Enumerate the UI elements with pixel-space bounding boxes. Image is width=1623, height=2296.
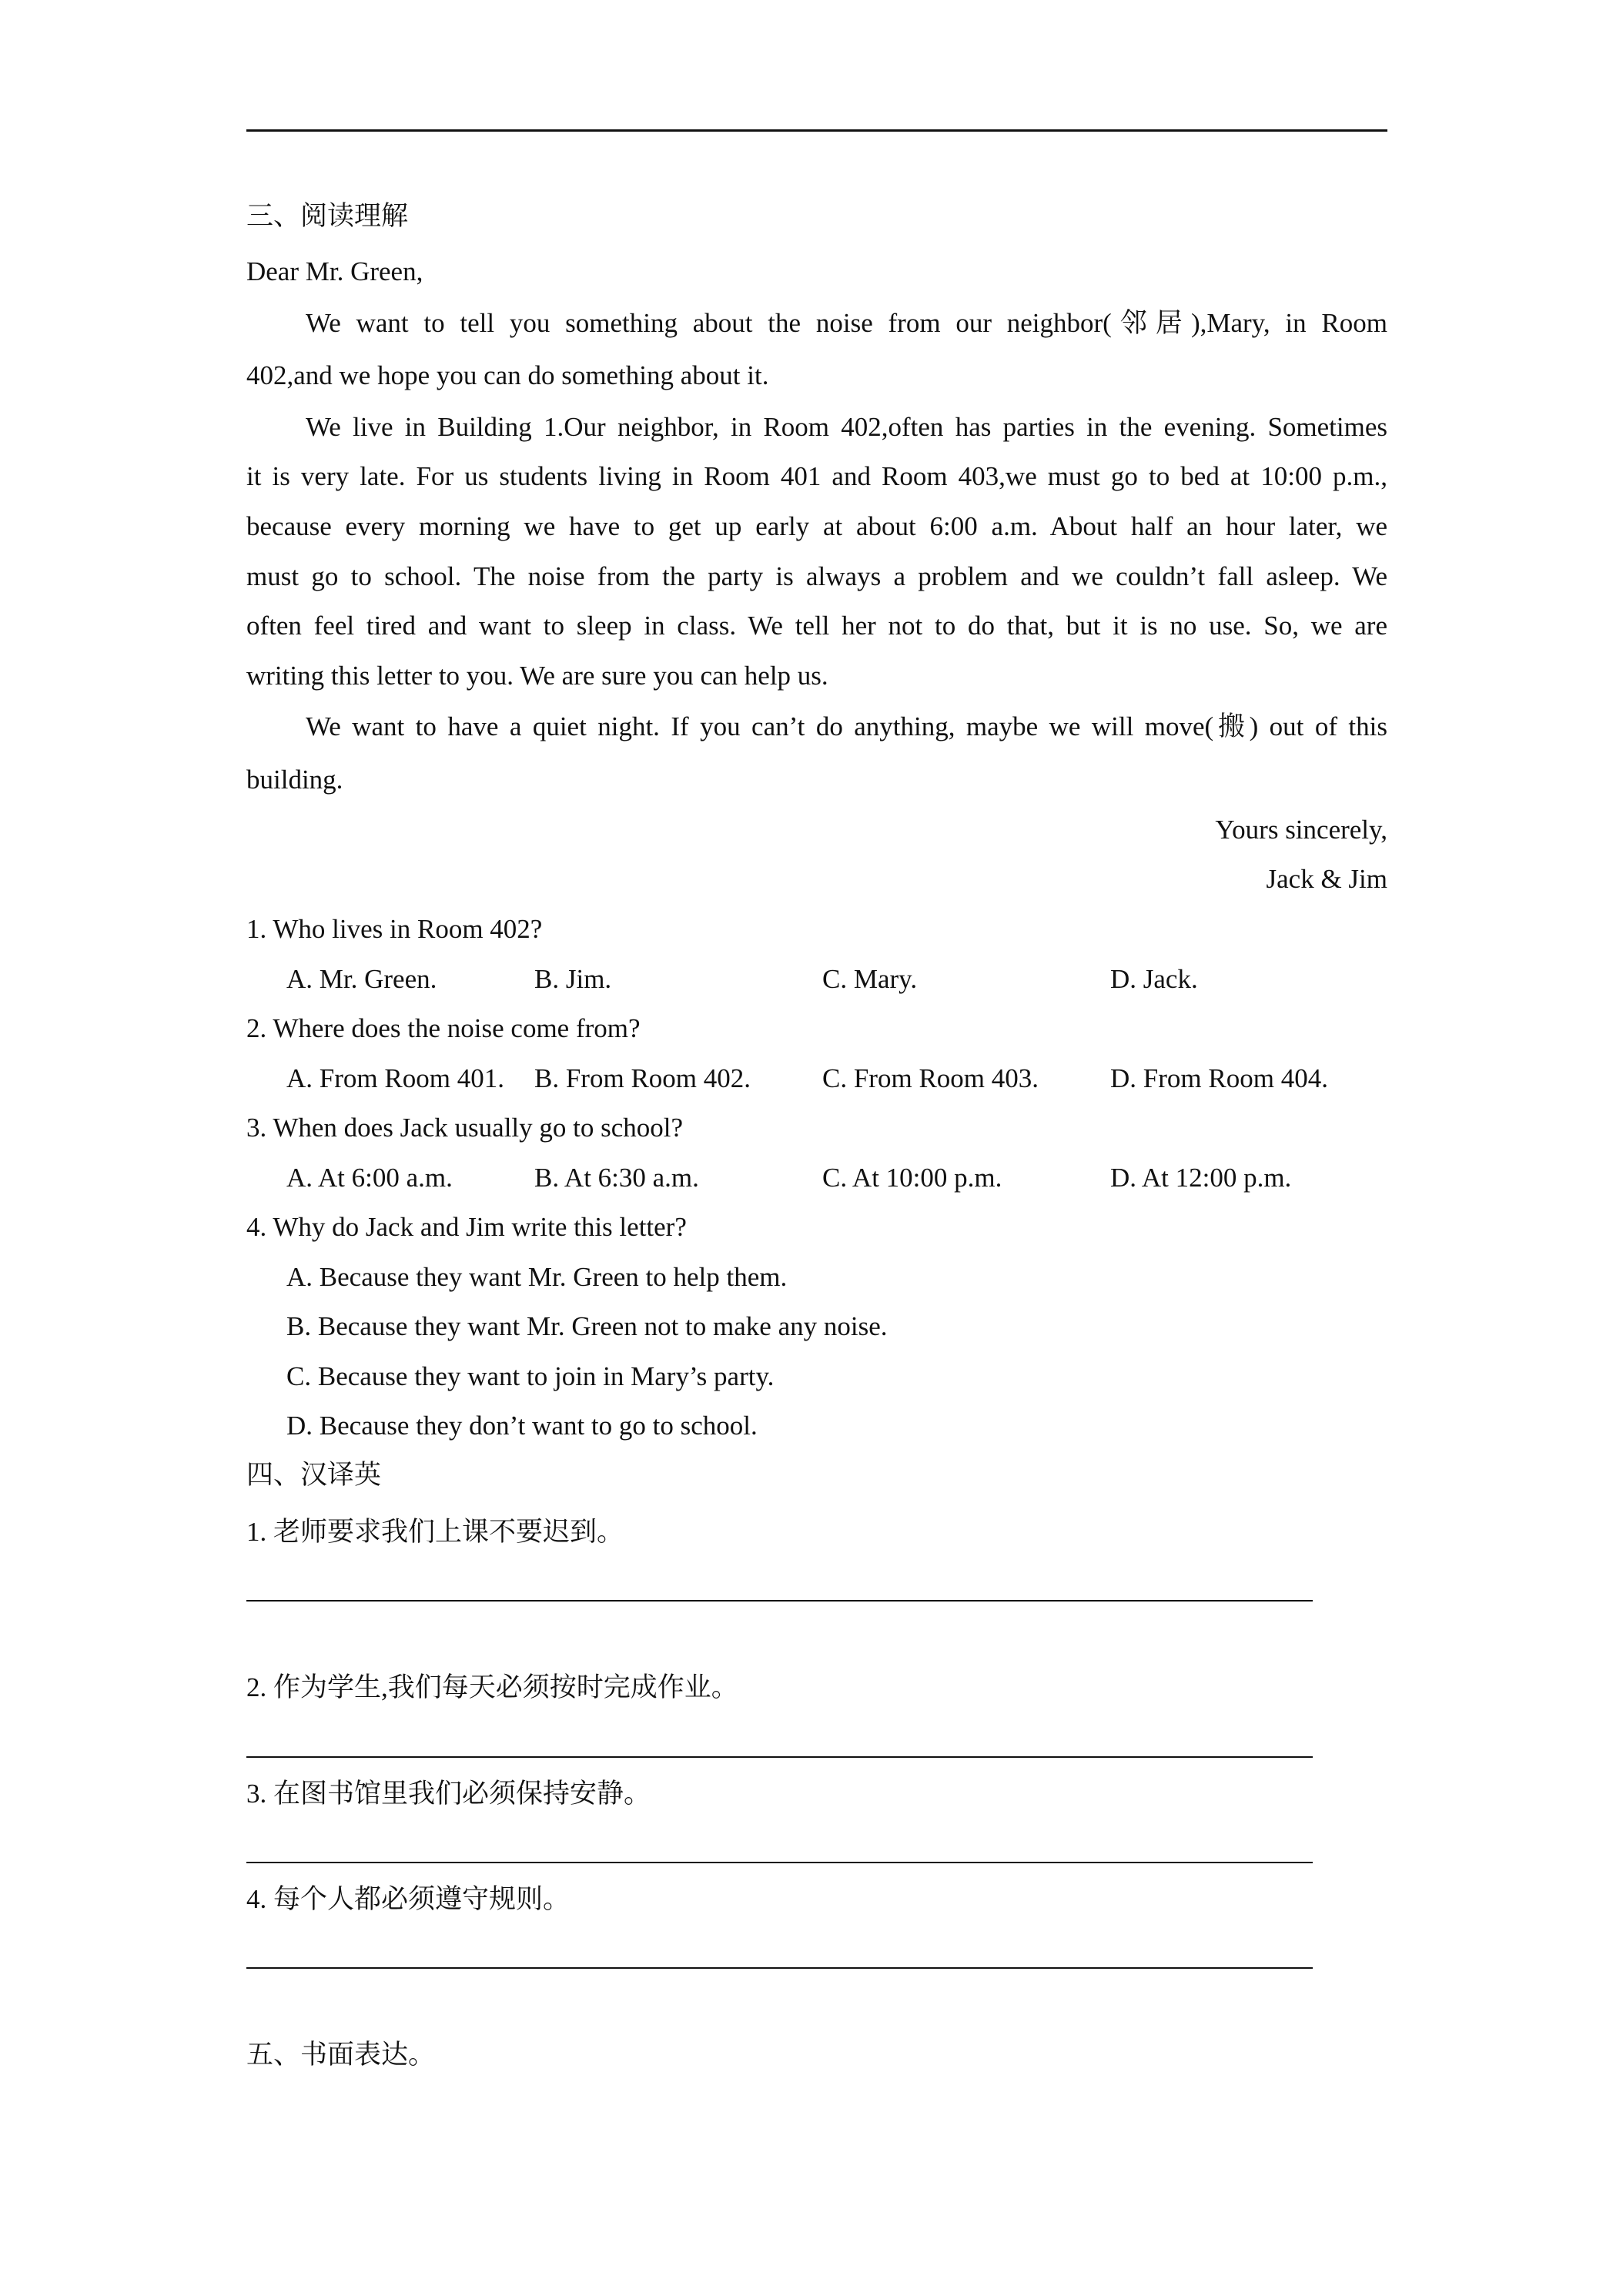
question-2-option-b: B. From Room 402. [534,1063,751,1093]
question-4-option-d: D. Because they don’t want to go to school. [286,1411,758,1441]
letter-paragraph-3-line-1: We want to have a quiet night. If you can’t do anything, maybe we will move(搬) out of this [306,711,1387,741]
question-2-option-d: D. From Room 404. [1110,1063,1328,1093]
letter-paragraph-2-line-4: must go to school. The noise from the party is always a problem and we couldn’t fall asleep. We [246,561,1387,591]
letter-paragraph-1-line-2: 402,and we hope you can do something about it. [246,360,769,390]
answer-line-2[interactable] [246,1756,1313,1758]
question-2-option-c: C. From Room 403. [822,1063,1039,1093]
question-4-option-c: C. Because they want to join in Mary’s party. [286,1361,775,1391]
letter-signature: Jack & Jim [1266,864,1387,894]
letter-salutation: Dear Mr. Green, [246,256,423,286]
question-1-option-a: A. Mr. Green. [286,964,437,994]
header-rule [246,129,1387,132]
question-2: 2. Where does the noise come from? [246,1013,641,1043]
letter-paragraph-1-line-1: We want to tell you something about the noise from our neighbor(邻居),Mary, in Room [306,308,1387,338]
letter-paragraph-2-line-1: We live in Building 1.Our neighbor, in Room 402,often has parties in the evening. Sometimes [306,412,1387,442]
question-3-option-b: B. At 6:30 a.m. [534,1163,699,1193]
question-1-option-c: C. Mary. [822,964,918,994]
question-4: 4. Why do Jack and Jim write this letter? [246,1212,687,1242]
question-3-option-a: A. At 6:00 a.m. [286,1163,453,1193]
question-4-option-a: A. Because they want Mr. Green to help them. [286,1262,788,1292]
translation-item-1: 1. 老师要求我们上课不要迟到。 [246,1517,624,1547]
answer-line-1[interactable] [246,1600,1313,1602]
translation-item-4: 4. 每个人都必须遵守规则。 [246,1884,571,1914]
question-3-option-d: D. At 12:00 p.m. [1110,1163,1292,1193]
letter-paragraph-2-line-5: often feel tired and want to sleep in class. We tell her not to do that, but it is no use. So, we are [246,611,1387,641]
letter-paragraph-3-line-2: building. [246,765,343,795]
question-3: 3. When does Jack usually go to school? [246,1113,684,1143]
letter-paragraph-2-line-2: it is very late. For us students living in Room 401 and Room 403,we must go to bed at 10:00 p.m., [246,461,1387,491]
letter-closing: Yours sincerely, [1215,815,1387,845]
section-heading-writing: 五、书面表达。 [246,2040,436,2070]
letter-paragraph-2-line-6: writing this letter to you. We are sure you can help us. [246,661,828,691]
translation-item-3: 3. 在图书馆里我们必须保持安静。 [246,1779,651,1809]
section-heading-reading: 三、阅读理解 [246,201,409,231]
section-heading-translation: 四、汉译英 [246,1460,382,1490]
question-1-option-b: B. Jim. [534,964,612,994]
question-3-option-c: C. At 10:00 p.m. [822,1163,1002,1193]
question-1: 1. Who lives in Room 402? [246,914,543,944]
letter-paragraph-2-line-3: because every morning we have to get up early at about 6:00 a.m. About half an hour later, we [246,511,1387,541]
question-2-option-a: A. From Room 401. [286,1063,504,1093]
translation-item-2: 2. 作为学生,我们每天必须按时完成作业。 [246,1672,738,1702]
answer-line-3[interactable] [246,1862,1313,1863]
question-4-option-b: B. Because they want Mr. Green not to make any noise. [286,1311,888,1341]
answer-line-4[interactable] [246,1967,1313,1969]
question-1-option-d: D. Jack. [1110,964,1198,994]
